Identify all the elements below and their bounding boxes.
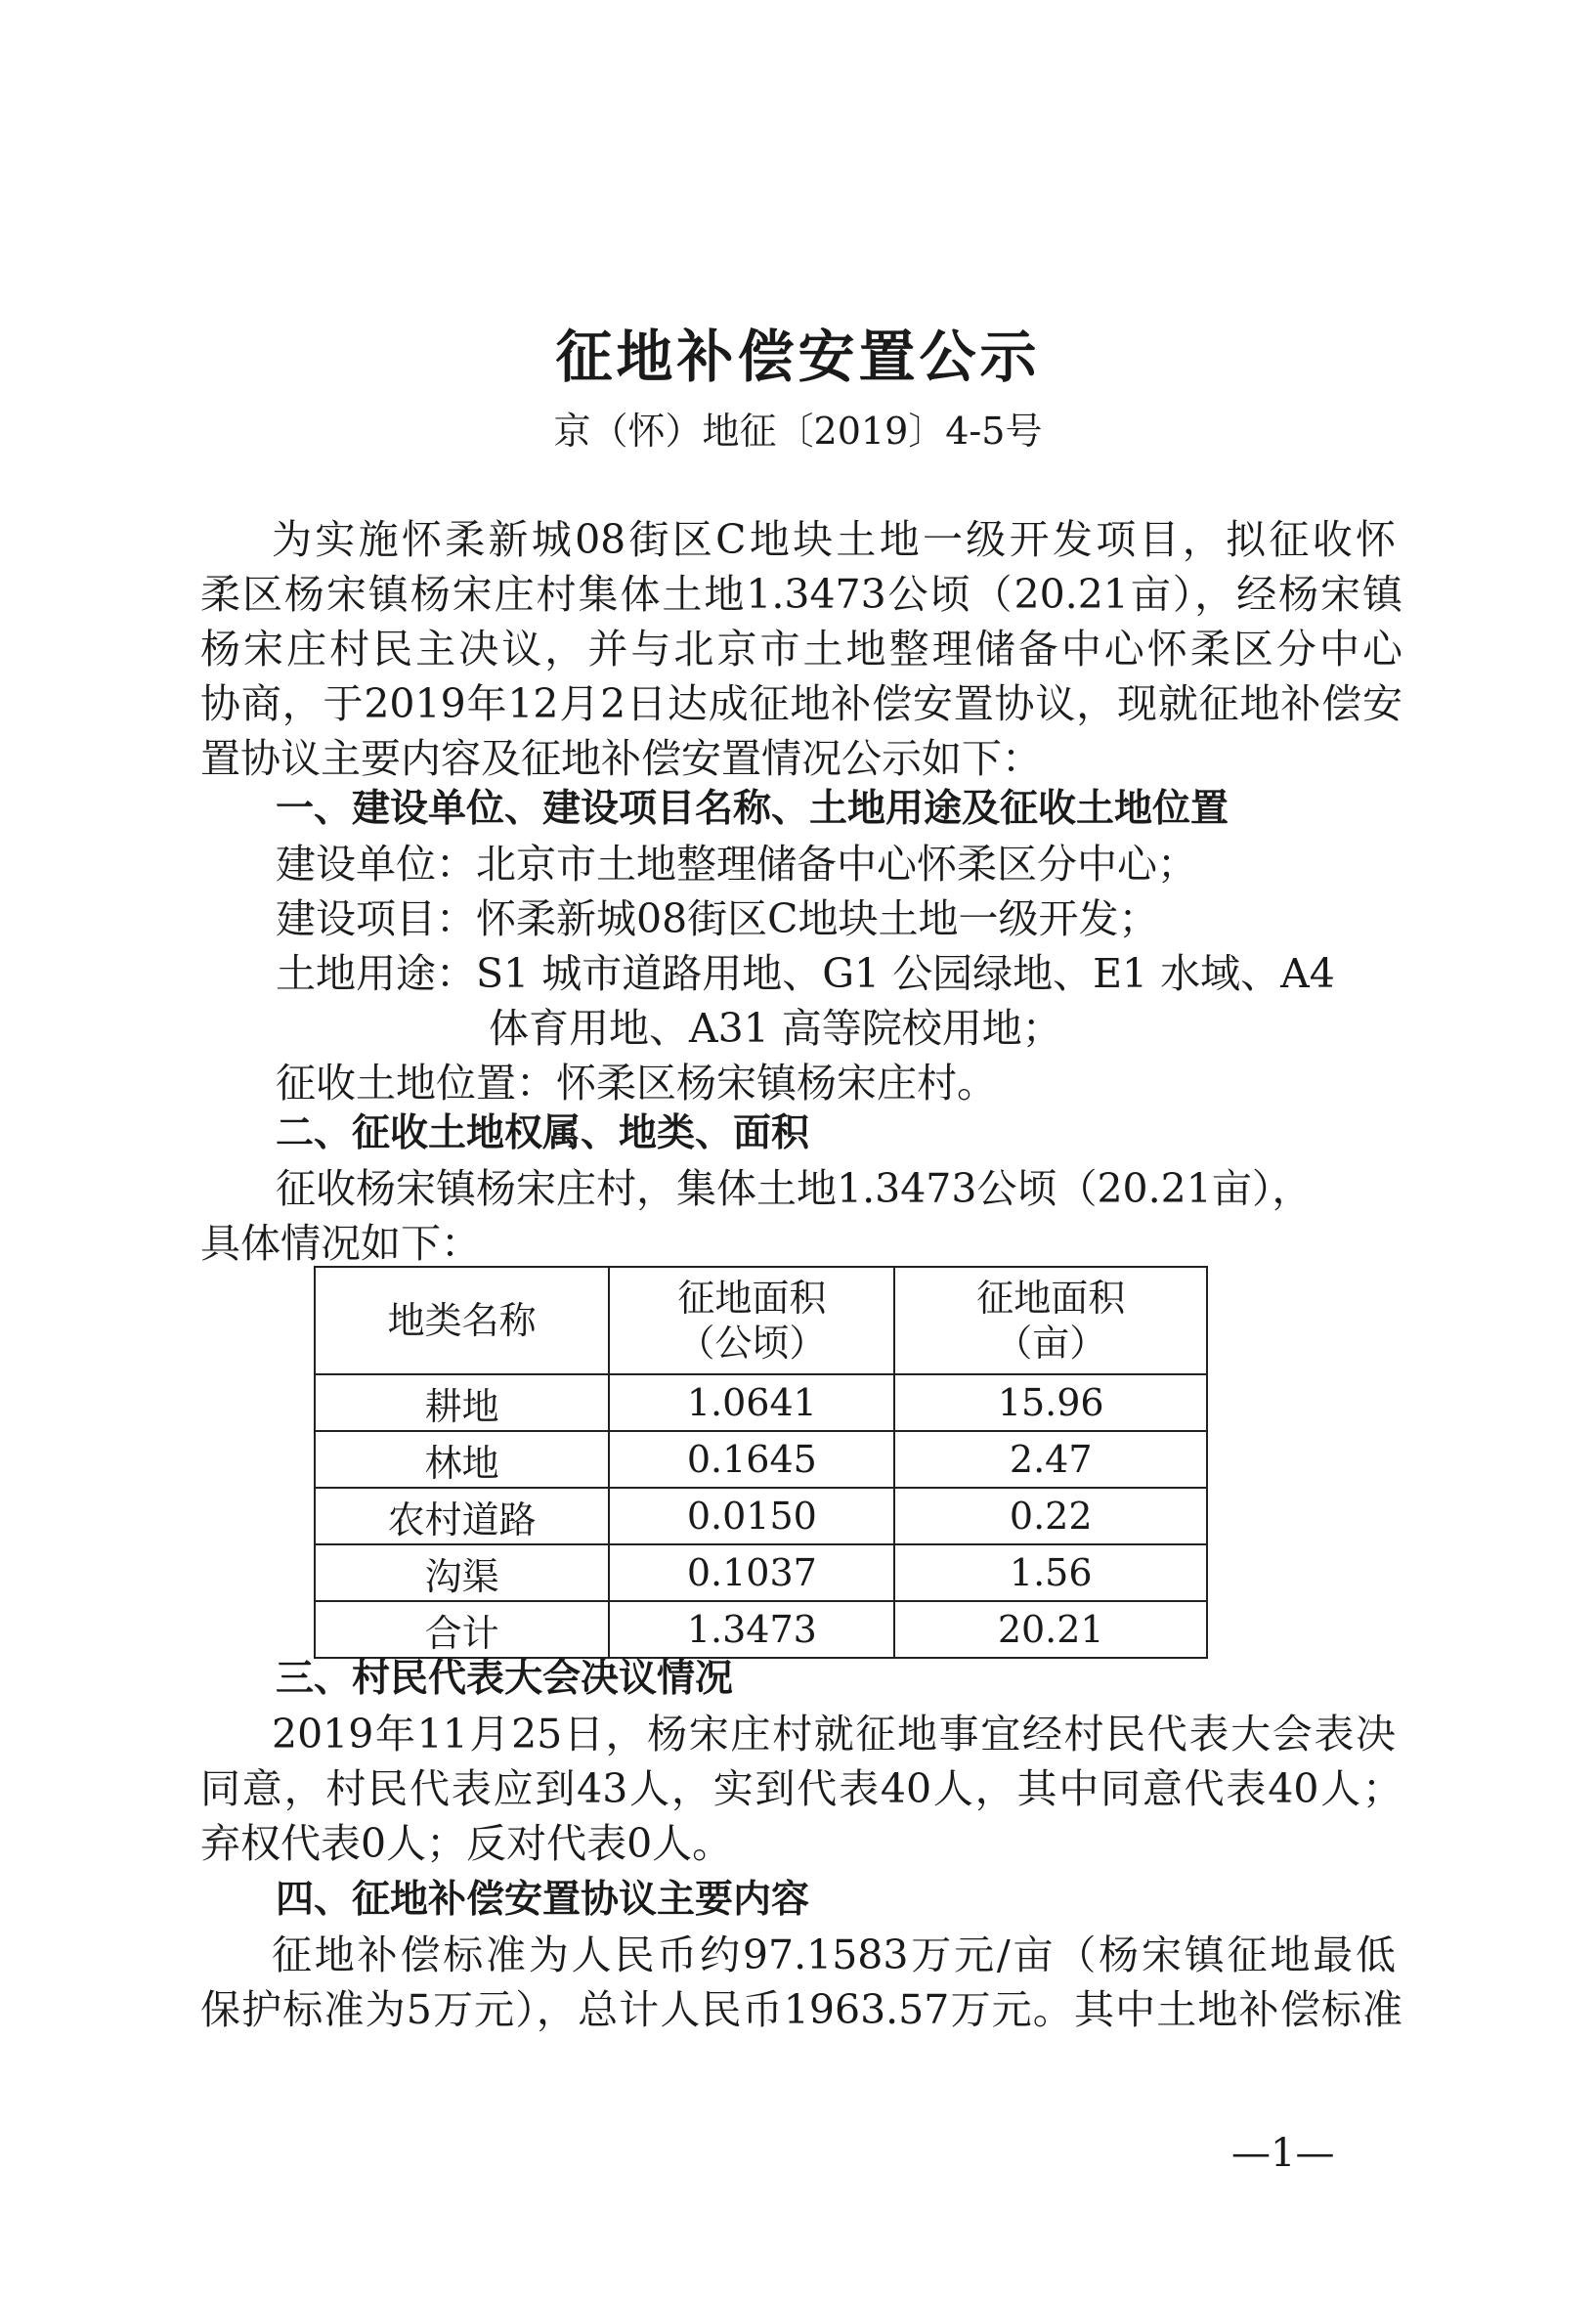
document-title: 征地补偿安置公示 (555, 324, 1041, 390)
page-number: —1— (1231, 2131, 1335, 2176)
intro-line-2: 柔区杨宋镇杨宋庄村集体土地1.3473公顷（20.21亩），经杨宋镇 (200, 571, 1402, 618)
cell-hectares: 0.0150 (609, 1488, 894, 1544)
section1-heading: 一、建设单位、建设项目名称、土地用途及征收土地位置 (276, 787, 1229, 831)
header-land-type: 地类名称 (315, 1267, 609, 1374)
cell-mu: 0.22 (894, 1488, 1207, 1544)
section4-line-1: 征地补偿标准为人民币约97.1583万元/亩（杨宋镇征地最低 (272, 1931, 1396, 1978)
header-area-mu: 征地面积 （亩） (894, 1267, 1207, 1374)
land-usage-line-1: 土地用途：S1 城市道路用地、G1 公园绿地、E1 水域、A4 (276, 950, 1335, 997)
cell-mu: 15.96 (894, 1374, 1207, 1431)
cell-hectares: 1.0641 (609, 1374, 894, 1431)
land-location: 征收土地位置：怀柔区杨宋镇杨宋庄村。 (276, 1060, 997, 1107)
construction-project: 建设项目：怀柔新城08街区C地块土地一级开发； (276, 895, 1159, 942)
cell-mu: 20.21 (894, 1601, 1207, 1658)
cell-hectares: 1.3473 (609, 1601, 894, 1658)
cell-land-type: 合计 (315, 1601, 609, 1658)
table-total-row (315, 1601, 1207, 1658)
intro-line-3: 杨宋庄村民主决议，并与北京市土地整理储备中心怀柔区分中心 (200, 626, 1402, 673)
table-row (315, 1544, 1207, 1601)
table-row (315, 1488, 1207, 1544)
section3-line-1: 2019年11月25日，杨宋庄村就征地事宜经村民代表大会表决 (272, 1711, 1396, 1758)
section2-line-1: 征收杨宋镇杨宋庄村，集体土地1.3473公顷（20.21亩）， (276, 1165, 1313, 1212)
section2-line-2: 具体情况如下： (200, 1220, 481, 1267)
table-header-row (315, 1267, 1207, 1374)
intro-line-5: 置协议主要内容及征地补偿安置情况公示如下： (200, 735, 1042, 782)
section4-line-2: 保护标准为5万元），总计人民币1963.57万元。其中土地补偿标准 (200, 1986, 1402, 2033)
section3-heading: 三、村民代表大会决议情况 (276, 1657, 734, 1701)
section4-heading: 四、征地补偿安置协议主要内容 (276, 1878, 810, 1922)
cell-land-type: 沟渠 (315, 1544, 609, 1601)
table-row (315, 1431, 1207, 1488)
document-number: 京（怀）地征〔2019〕4-5号 (553, 410, 1043, 453)
cell-hectares: 0.1645 (609, 1431, 894, 1488)
construction-unit: 建设单位：北京市土地整理储备中心怀柔区分中心； (276, 841, 1197, 888)
cell-mu: 2.47 (894, 1431, 1207, 1488)
land-area-table (314, 1266, 1208, 1659)
cell-land-type: 农村道路 (315, 1488, 609, 1544)
header-area-hectares: 征地面积 （公顷） (609, 1267, 894, 1374)
cell-land-type: 耕地 (315, 1374, 609, 1431)
cell-land-type: 林地 (315, 1431, 609, 1488)
section2-heading: 二、征收土地权属、地类、面积 (276, 1111, 810, 1155)
table-row (315, 1374, 1207, 1431)
cell-hectares: 0.1037 (609, 1544, 894, 1601)
cell-mu: 1.56 (894, 1544, 1207, 1601)
intro-line-1: 为实施怀柔新城08街区C地块土地一级开发项目，拟征收怀 (272, 516, 1396, 563)
section3-line-2: 同意，村民代表应到43人，实到代表40人，其中同意代表40人； (200, 1765, 1402, 1812)
intro-line-4: 协商，于2019年12月2日达成征地补偿安置协议，现就征地补偿安 (200, 680, 1402, 727)
section3-line-3: 弃权代表0人；反对代表0人。 (200, 1820, 733, 1867)
land-usage-line-2: 体育用地、A31 高等院校用地； (489, 1005, 1062, 1052)
